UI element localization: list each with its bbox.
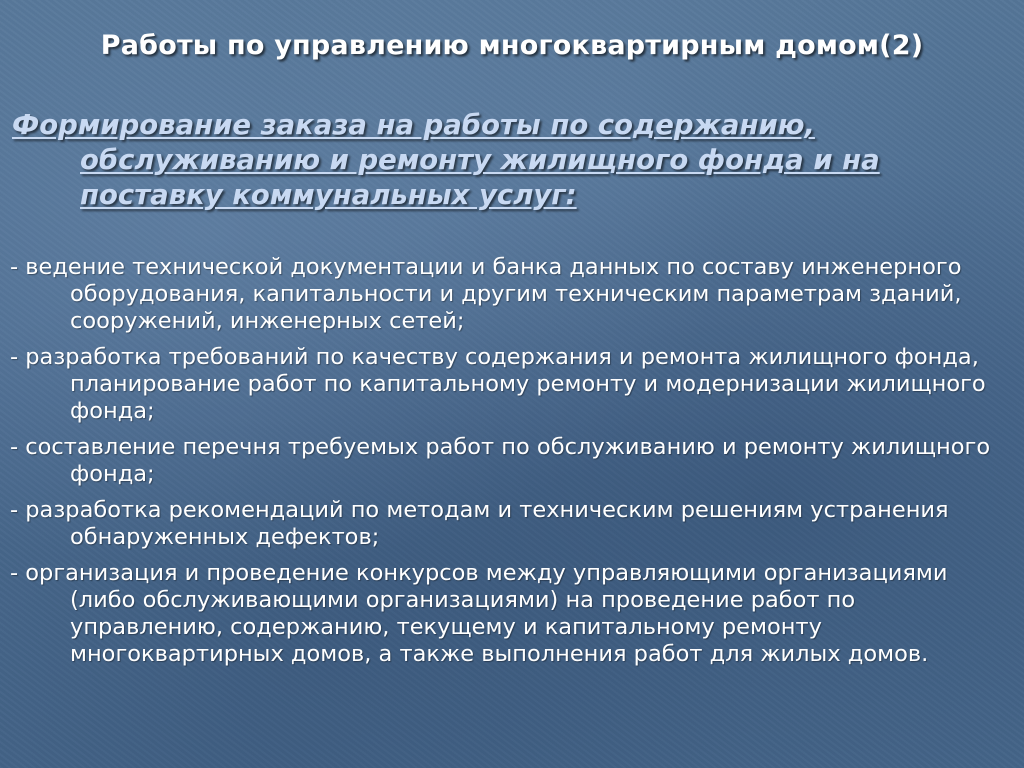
bullet-item-requirements: - разработка требований по качеству содержания и ремонта жилищного фонда, планирование работ по капитальному ремонту и модернизации жилищного фонда;	[10, 344, 986, 424]
bullet-item-contests: - организация и проведение конкурсов между управляющими организациями (либо обслуживающими организациями) на проведение работ по управлению, содержанию, текущему и капитальному ремонту многоквартирных домов, а также выполнения работ для жилых домов.	[10, 560, 948, 667]
bullet-item-work-list: - составление перечня требуемых работ по обслуживанию и ремонту жилищного фонда;	[10, 434, 991, 487]
slide-subtitle: Формирование заказа на работы по содержанию, обслуживанию и ремонту жилищного фонда и на поставку коммунальных услуг:	[12, 109, 880, 211]
bullet-item-recommendations: - разработка рекомендаций по методам и техническим решениям устранения обнаруженных дефектов;	[10, 497, 949, 550]
bullet-item-documentation: - ведение технической документации и банка данных по составу инженерного оборудования, капитальности и другим техническим параметрам зданий, сооружений, инженерных сетей;	[10, 254, 962, 334]
bullet-list	[10, 254, 1010, 677]
slide-title: Работы по управлению многоквартирным домом(2)	[100, 30, 924, 61]
